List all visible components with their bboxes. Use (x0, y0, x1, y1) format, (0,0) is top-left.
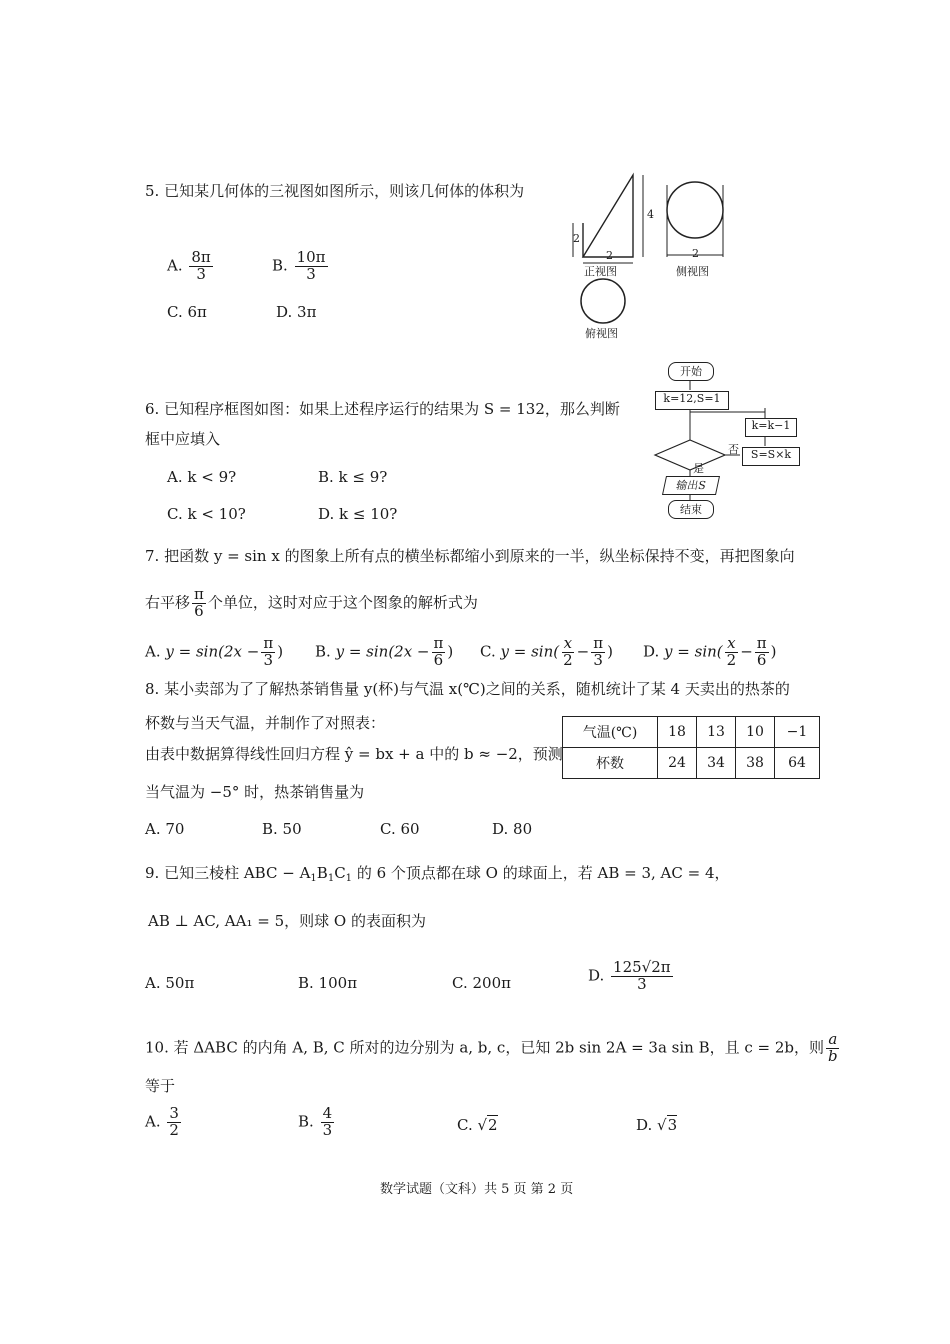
table-cell: 24 (658, 748, 697, 779)
q6-option-a: A. k < 9? (167, 468, 237, 486)
q10-option-a: A. $\frac{3}{2}$ (145, 1104, 179, 1139)
front-view-caption: 正视图 (584, 265, 617, 278)
q6-option-d: D. k ≤ 10? (318, 505, 398, 523)
q8-option-a: A. 70 (145, 820, 185, 838)
q9-stem-line2: AB ⊥ AC, AA₁ = 5，则球 O 的表面积为 (148, 912, 426, 930)
flow-mult: S=S×k (742, 447, 800, 466)
flow-no-label: 否 (728, 443, 739, 456)
decision-diamond (655, 440, 725, 470)
q7-option-b: B. y = sin(2x − $\frac{\pi}{6}$ ) (315, 634, 454, 669)
q7-option-d: D. y = sin( $\frac{x}{2}$ − $\frac{\pi}{6}$ ) (643, 634, 777, 669)
q7-option-a: A. y = sin(2x − $\frac{\pi}{3}$ ) (145, 634, 284, 669)
table-cell: 18 (658, 717, 697, 748)
q6-option-b: B. k ≤ 9? (318, 468, 388, 486)
table-row (563, 748, 820, 779)
q7-stem-line2: 右平移 $\frac{\pi}{6}$ 个单位，这时对应于这个图象的解析式为 (145, 585, 478, 620)
q5-option-a: A. $\frac{8\pi}{3}$ (167, 248, 211, 283)
q8-stem-line2: 杯数与当天气温，并制作了对照表： (145, 714, 386, 732)
q8-stem-line1: 8. 某小卖部为了了解热茶销售量 y(杯)与气温 x(℃)之间的关系，随机统计了某 4 天卖出的热茶的 (145, 680, 790, 698)
q6-option-c: C. k < 10? (167, 505, 246, 523)
dim-2-left: 2 (573, 232, 580, 245)
table-cell: 34 (697, 748, 736, 779)
flow-start: 开始 (668, 362, 714, 381)
q10-option-c: C. √2 (457, 1116, 498, 1134)
flow-end: 结束 (668, 500, 714, 519)
q10-option-d: D. √3 (636, 1116, 678, 1134)
table-row-label: 气温(℃) (563, 717, 658, 748)
front-view-shape (583, 175, 633, 257)
q8-option-c: C. 60 (380, 820, 420, 838)
side-view-circle (667, 182, 723, 238)
q10-option-b: B. $\frac{4}{3}$ (298, 1104, 333, 1139)
q5-option-c: C. 6π (167, 303, 207, 321)
side-view-caption: 侧视图 (676, 265, 709, 278)
table-cell: 64 (775, 748, 820, 779)
q10-stem-line1: 10. 若 ΔABC 的内角 A, B, C 所对的边分别为 a, b, c，已知 2b sin 2A = 3a sin B，且 c = 2b，则 $\frac{a}{b}$ (145, 1030, 838, 1065)
top-view-circle (581, 279, 625, 323)
table-cell: 38 (736, 748, 775, 779)
table-cell: 13 (697, 717, 736, 748)
dim-4: 4 (647, 208, 654, 221)
q8-option-b: B. 50 (262, 820, 302, 838)
q5-option-d: D. 3π (276, 303, 317, 321)
q6-stem-line2: 框中应填入 (145, 430, 221, 448)
q9-option-b: B. 100π (298, 974, 358, 992)
dim-2-side: 2 (692, 247, 699, 260)
q8-stem-line4: 当气温为 −5° 时，热茶销售量为 (145, 783, 365, 801)
q9-stem-line1: 9. 已知三棱柱 ABC − $A_1B_1C_1$ 的 6 个顶点都在球 O 的球面上，若 AB = 3, AC = 4， (145, 864, 730, 884)
top-view-caption: 俯视图 (585, 327, 618, 340)
page-footer: 数学试题（文科）共 5 页 第 2 页 (380, 1182, 574, 1197)
table-row (563, 717, 820, 748)
q5-option-b: B. $\frac{10\pi}{3}$ (272, 248, 326, 283)
dim-2-front: 2 (606, 249, 613, 262)
table-cell: −1 (775, 717, 820, 748)
flow-yes-label: 是 (693, 462, 704, 475)
q6-stem-line1: 6. 已知程序框图如图：如果上述程序运行的结果为 S = 132，那么判断 (145, 400, 620, 418)
q8-stem-line3: 由表中数据算得线性回归方程 ŷ = bx + a 中的 b ≈ −2，预测 (145, 745, 563, 763)
q9-option-c: C. 200π (452, 974, 511, 992)
temperature-sales-table (562, 716, 820, 779)
q9-option-d: D. $\frac{125√2\pi}{3}$ (588, 958, 671, 993)
q5-stem: 5. 已知某几何体的三视图如图所示，则该几何体的体积为 (145, 182, 525, 200)
q7-option-c: C. y = sin( $\frac{x}{2}$ − $\frac{\pi}{3}$ ) (480, 634, 613, 669)
flow-init: k=12,S=1 (655, 391, 729, 410)
table-cell: 10 (736, 717, 775, 748)
q10-stem-line2: 等于 (145, 1077, 176, 1095)
q8-option-d: D. 80 (492, 820, 533, 838)
table-row-label: 杯数 (563, 748, 658, 779)
q9-option-a: A. 50π (145, 974, 195, 992)
flow-step: k=k−1 (745, 418, 797, 437)
flow-output: 输出S (662, 476, 720, 495)
three-view-figure (555, 165, 735, 345)
q7-stem-line1: 7. 把函数 y = sin x 的图象上所有点的横坐标都缩小到原来的一半，纵坐标保持不变，再把图象向 (145, 547, 795, 565)
